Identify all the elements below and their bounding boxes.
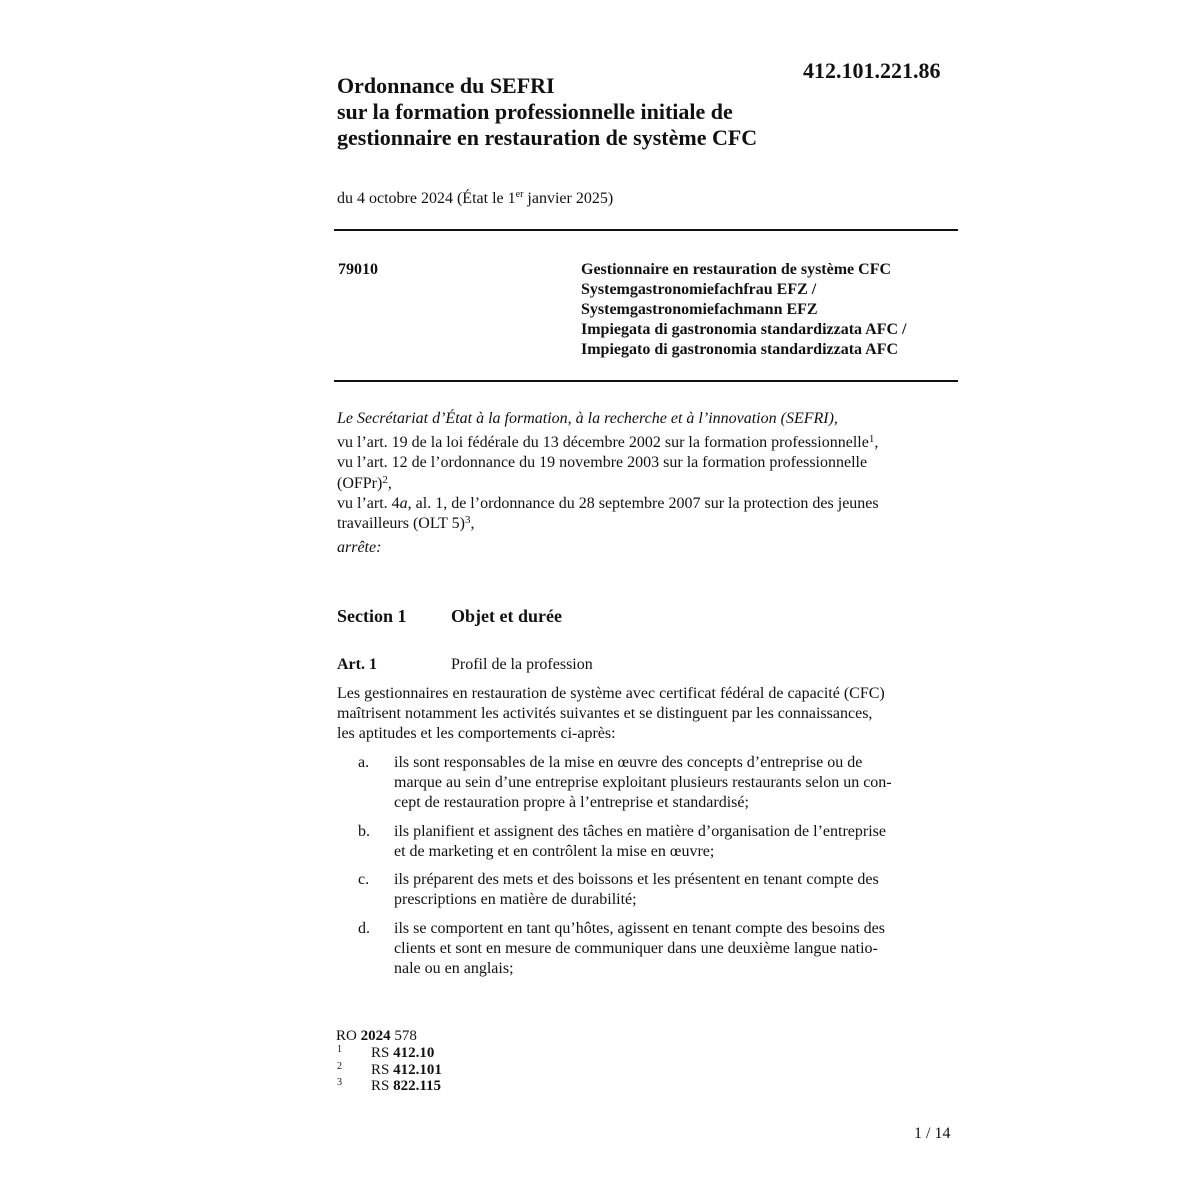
footnote-number: 1: [337, 1044, 342, 1055]
list-item: c. ils préparent des mets et des boissons et les présentent en tenant compte des prescriptions en matière de durabilité;: [358, 871, 879, 908]
preamble-authority: Le Secrétariat d’État à la formation, à la recherche et à l’innovation (SEFRI),: [337, 410, 838, 427]
profession-name: Systemgastronomiefachmann EFZ: [581, 301, 818, 318]
legal-basis-3: vu l’art. 4a, al. 1, de l’ordonnance du 28 septembre 2007 sur la protection des jeunes: [337, 494, 879, 512]
article-list: [337, 753, 955, 987]
list-letter: d.: [358, 919, 370, 937]
section-number: Section 1: [337, 606, 407, 626]
footnote-number: 2: [337, 1060, 342, 1072]
article-intro: Les gestionnaires en restauration de système avec certificat fédéral de capacité (CFC) maîtrisent notamment les activités suivantes et se distinguent par les connaissances, les aptitudes et les comportements ci-après:: [337, 685, 885, 743]
list-item: a. ils sont responsables de la mise en œuvre des concepts d’entreprise ou de marque au sein d’une entreprise exploitant plusieurs restaurants selon un con- cept de restauration propre à l’entreprise et standardisé;: [358, 754, 892, 811]
document-page: 412.101.221.86 Ordonnance du SEFRI sur la formation professionnelle initiale de gestionnaire en restauration de système CFC du 4 octobre 2024 (État le 1er janvier 2025) 79010 Gestionnaire en restauration de système CFC Systemgastronomiefachfrau EFZ / Systemgastronomiefachmann EFZ Impiegata di gastronomia standardizzata AFC / Impiegato di gastronomia standardizzata AFC Le Secrétariat d’État à la formation, à la recherche et à l’innovation (SEFRI), vu l’art. 19 de la loi fédérale du 13 décembre 2002 sur la formation professionnelle$^1$, vu l’art. 12 de l’ordonnance du 19 novembre 2003 sur la formation professionnelle (OFPr)$^2$, vu l’art. 4a, al. 1, de l’ordonnance du 28 septembre 2007 sur la protection des jeunes travailleurs (OLT 5)$^3$, arrête: Section 1 Objet et durée Art. 1 Profil de la profession Les gestionnaires en restauration de système avec certificat fédéral de capacité (CFC) maîtrisent notamment les activités suivantes et se distinguent par les connaissances, les aptitudes et les comportements ci-après: a. ils sont responsables de la mise en œuvre des concepts d’entreprise ou de marque au sein d’une entreprise exploitant plusieurs restaurants selon un con- cept de restauration propre à l’entreprise et standardisé; b. ils planifient et assignent des tâches en matière d’organisation de l’entreprise et de marketing et en contrôlent la mise en œuvre; c. ils préparent des mets et des boissons et les présentent en tenant compte des prescriptions en matière de durabilité; d. ils se comportent en tant qu’hôtes, agissent en tenant compte des besoins des clients et sont en mesure de communiquer dans une deuxième langue natio- nale ou en anglais; RO 2024 578 1 RS 412.10 2 RS 412.101 3 RS 822.115 1 / 14: [0, 0, 1200, 1200]
profession-name: Impiegato di gastronomia standardizzata AFC: [581, 341, 899, 358]
list-letter: c.: [358, 871, 370, 888]
doc-number: 412.101.221.86: [803, 58, 941, 83]
footnote-ref[interactable]: 2: [382, 473, 388, 486]
footnote-number: 3: [337, 1077, 342, 1088]
legal-basis-2: vu l’art. 12 de l’ordonnance du 19 novembre 2003 sur la formation professionnelle: [337, 454, 868, 472]
document-date: [337, 188, 613, 210]
title-line: gestionnaire en restauration de système CFC: [337, 125, 758, 150]
legal-basis-1: vu l’art. 19 de la loi fédérale du 13 décembre 2002 sur la formation professionnelle$^1$,: [337, 433, 879, 452]
profession-name: Gestionnaire en restauration de système CFC: [581, 261, 892, 278]
article-number: Art. 1: [337, 656, 377, 673]
divider-top: [334, 229, 958, 231]
date-suffix: janvier 2025): [523, 190, 614, 207]
footnote-ref[interactable]: 1: [868, 433, 875, 446]
list-item: b. ils planifient et assignent des tâches en matière d’organisation de l’entreprise et de marketing et en contrôlent la mise en œuvre;: [358, 822, 886, 860]
preamble: [337, 409, 959, 558]
page-number: 1 / 14: [914, 1125, 951, 1142]
date-superscript: er: [515, 189, 524, 200]
profession-names: [581, 260, 906, 360]
ro-reference: RO 2024 578: [336, 1028, 417, 1044]
list-letter: a.: [358, 754, 370, 771]
date-prefix: du 4 octobre 2024 (État le 1: [337, 190, 516, 207]
footnote-link[interactable]: 412.101: [393, 1061, 442, 1078]
title-line: Ordonnance du SEFRI: [337, 73, 555, 98]
legal-basis-2-cont: (OFPr)$^2$,: [337, 473, 392, 492]
profession-code: 79010: [338, 261, 378, 278]
footnote-ref[interactable]: 3: [464, 514, 471, 527]
list-letter: b.: [358, 822, 370, 840]
decree-word: arrête:: [337, 539, 382, 557]
footnote-link[interactable]: 412.10: [393, 1045, 435, 1061]
article-heading: [337, 655, 593, 675]
profession-name: Impiegata di gastronomia standardizzata AFC /: [581, 321, 907, 338]
list-item: d. ils se comportent en tant qu’hôtes, agissent en tenant compte des besoins des clients et sont en mesure de communiquer dans une deuxième langue natio- nale ou en anglais;: [358, 919, 885, 977]
title-line: sur la formation professionnelle initiale de: [337, 99, 733, 124]
profession-name: Systemgastronomiefachfrau EFZ /: [581, 281, 817, 298]
section-title: Objet et durée: [451, 606, 562, 626]
legal-basis-3-cont: travailleurs (OLT 5)$^3$,: [337, 514, 475, 533]
article-title: Profil de la profession: [451, 656, 593, 673]
section-heading: [337, 605, 562, 627]
footnote-link[interactable]: 822.115: [393, 1078, 442, 1094]
document-title: [337, 73, 857, 151]
divider-bottom: [334, 380, 958, 382]
